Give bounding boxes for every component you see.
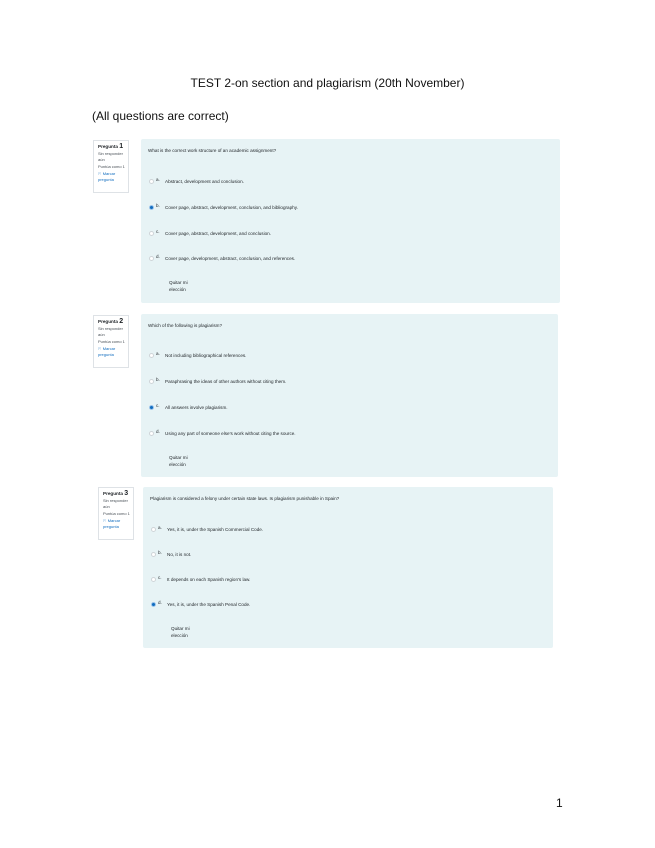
question-state: Sin responder aún — [98, 326, 123, 337]
question-state: Sin responder aún — [103, 498, 128, 509]
question-text: Which of the following is plagiarism? — [148, 323, 223, 328]
flag-question-button[interactable]: ⚐ Marcar pregunta — [98, 171, 116, 182]
option-letter: b. — [158, 550, 162, 555]
option-c[interactable] — [149, 403, 228, 411]
radio-button[interactable] — [151, 577, 156, 582]
question-card-1 — [141, 139, 560, 303]
option-text: Cover page, abstract, development, conclusion, and bibliography. — [165, 204, 298, 210]
option-text: Using any part of someone else's work without citing the source. — [165, 430, 296, 436]
radio-button-selected[interactable] — [149, 405, 154, 410]
question-label: Pregunta 3 — [103, 490, 129, 497]
option-text: Cover page, abstract, development, and conclusion. — [165, 230, 271, 236]
option-letter: c. — [156, 403, 160, 408]
clear-choice-link[interactable]: Quitar mi elección — [169, 455, 188, 467]
option-a[interactable] — [149, 351, 246, 359]
option-letter: d. — [158, 600, 162, 605]
option-text: It depends on each Spanish region's law. — [167, 576, 251, 582]
option-letter: a. — [156, 351, 160, 356]
flag-icon: ⚐ — [98, 346, 102, 351]
option-text: Abstract, development and conclusion. — [165, 178, 244, 184]
question-info-2 — [93, 315, 129, 368]
option-text: Cover page, development, abstract, conclusion, and references. — [165, 255, 296, 261]
option-d[interactable] — [151, 600, 250, 608]
radio-button[interactable] — [149, 179, 154, 184]
option-b[interactable] — [149, 203, 298, 211]
radio-button[interactable] — [149, 256, 154, 261]
flag-icon: ⚐ — [103, 518, 107, 523]
option-letter: c. — [156, 229, 160, 234]
option-a[interactable] — [151, 525, 263, 533]
option-d[interactable] — [149, 254, 295, 262]
question-text: Plagiarism is considered a felony under certain state laws. Is plagiarism punishable in Spain? — [150, 496, 340, 501]
question-state: Sin responder aún — [98, 151, 123, 162]
document-title: TEST 2-on section and plagiarism (20th November) — [190, 76, 465, 90]
question-info-1 — [93, 140, 129, 193]
option-letter: b. — [156, 377, 160, 382]
radio-button[interactable] — [149, 231, 154, 236]
option-text: Paraphrasing the ideas of other authors without citing them. — [165, 378, 287, 384]
option-letter: a. — [156, 177, 160, 182]
option-letter: c. — [158, 575, 162, 580]
radio-button[interactable] — [149, 353, 154, 358]
flag-icon: ⚐ — [98, 171, 102, 176]
question-label: Pregunta 1 — [98, 143, 124, 150]
option-letter: d. — [156, 254, 160, 259]
question-label: Pregunta 2 — [98, 318, 124, 325]
clear-choice-link[interactable]: Quitar mi elección — [171, 626, 190, 638]
document-subtitle: (All questions are correct) — [92, 109, 229, 123]
question-text: What is the correct work structure of an academic assignment? — [148, 148, 277, 153]
radio-button[interactable] — [149, 379, 154, 384]
option-a[interactable] — [149, 177, 244, 185]
clear-choice-link[interactable]: Quitar mi elección — [169, 280, 188, 292]
radio-button[interactable] — [151, 527, 156, 532]
question-card-3 — [143, 487, 553, 648]
radio-button-selected[interactable] — [149, 205, 154, 210]
option-text: All answers involve plagiarism. — [165, 404, 228, 410]
flag-question-button[interactable]: ⚐ Marcar pregunta — [103, 518, 121, 529]
radio-button-selected[interactable] — [151, 602, 156, 607]
question-grade: Puntúa como 1 — [98, 339, 125, 344]
option-text: Yes, it is, under the Spanish Penal Code. — [167, 601, 251, 607]
option-c[interactable] — [151, 575, 250, 583]
option-letter: a. — [158, 525, 162, 530]
option-c[interactable] — [149, 229, 271, 237]
question-grade: Puntúa como 1 — [103, 511, 130, 516]
option-letter: b. — [156, 203, 160, 208]
question-card-2 — [141, 314, 558, 477]
page-number: 1 — [556, 796, 563, 810]
option-d[interactable] — [149, 429, 296, 437]
radio-button[interactable] — [149, 431, 154, 436]
option-b[interactable] — [151, 550, 191, 558]
option-letter: d. — [156, 429, 160, 434]
option-b[interactable] — [149, 377, 286, 385]
flag-question-button[interactable]: ⚐ Marcar pregunta — [98, 346, 116, 357]
radio-button[interactable] — [151, 552, 156, 557]
option-text: No, it is not. — [167, 551, 192, 557]
question-grade: Puntúa como 1 — [98, 164, 125, 169]
option-text: Yes, it is, under the Spanish Commercial Code. — [167, 526, 264, 532]
option-text: Not including bibliographical references. — [165, 352, 247, 358]
question-info-3 — [98, 487, 134, 540]
